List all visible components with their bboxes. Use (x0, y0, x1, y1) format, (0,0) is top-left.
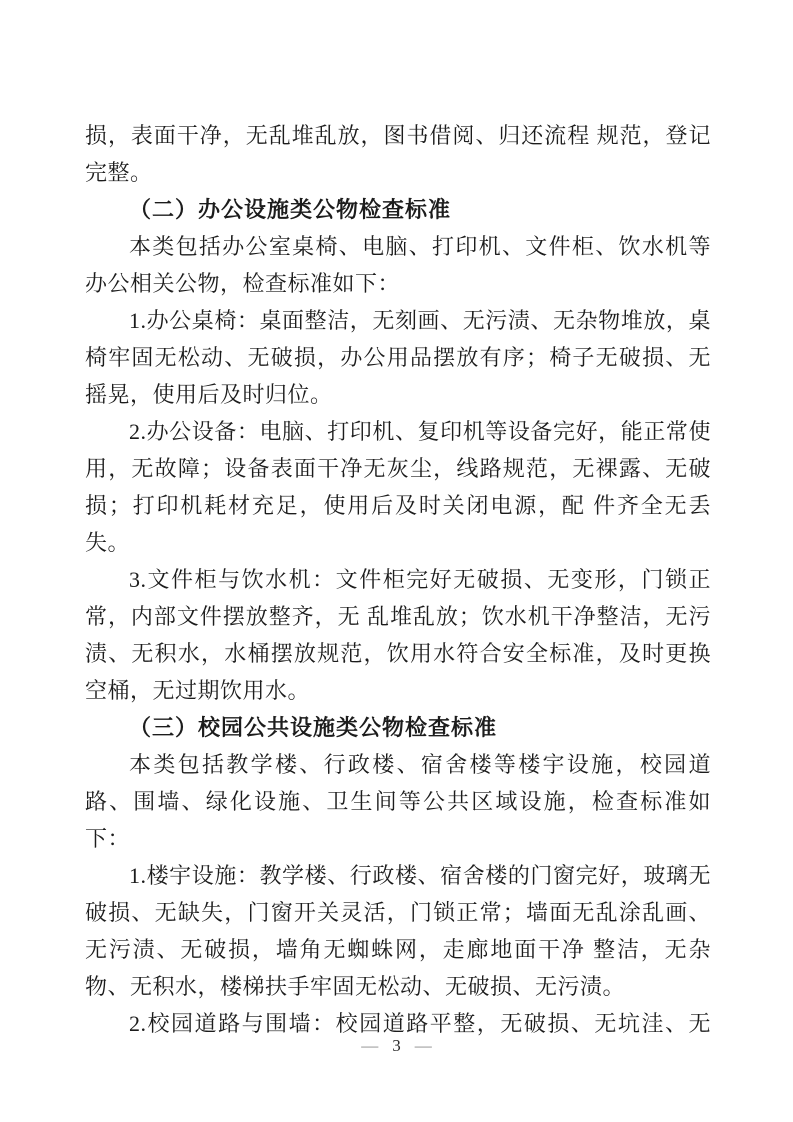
body-paragraph: 本类包括办公室桌椅、电脑、打印机、文件柜、饮水机等办公相关公物，检查标准如下： (85, 234, 711, 296)
section-heading: （三）校园公共设施类公物检查标准 (129, 715, 498, 740)
body-paragraph: 3.文件柜与饮水机：文件柜完好无破损、无变形，门锁正常，内部文件摆放整齐，无 乱堆乱放；饮水机干净整洁，无污渍、无积水，水桶摆放规范，饮用水符合安全标准，及时更换空桶，无过期饮用水。 (85, 567, 711, 703)
page-number: 3 (392, 1036, 401, 1055)
body-paragraph: 1.楼宇设施：教学楼、行政楼、宿舍楼的门窗完好，玻璃无破损、无缺失，门窗开关灵活，门锁正常；墙面无乱涂乱画、无污渍、无破损，墙角无蜘蛛网，走廊地面干净 整洁，无杂物、无积水，楼梯扶手牢固无松动、无破损、无污渍。 (85, 863, 711, 999)
footer-right-dash: — (414, 1036, 432, 1055)
body-paragraph: 2.校园道路与围墙：校园道路平整，无破损、无坑洼、无 (129, 1011, 711, 1036)
footer-left-dash: — (361, 1036, 379, 1055)
body-paragraph: 1.办公桌椅：桌面整洁，无刻画、无污渍、无杂物堆放，桌椅牢固无松动、无破损，办公用品摆放有序；椅子无破损、无摇晃，使用后及时归位。 (85, 308, 711, 407)
body-paragraph: 本类包括教学楼、行政楼、宿舍楼等楼宇设施，校园道路、围墙、绿化设施、卫生间等公共区域设施，检查标准如下： (85, 752, 711, 851)
page-footer (0, 1033, 793, 1059)
document-body (85, 117, 711, 1042)
body-paragraph: 损，表面干净，无乱堆乱放，图书借阅、归还流程 规范，登记完整。 (85, 123, 711, 185)
body-paragraph: 2.办公设备：电脑、打印机、复印机等设备完好，能正常使用，无故障；设备表面干净无灰尘，线路规范，无裸露、无破损；打印机耗材充足，使用后及时关闭电源，配 件齐全无丢失。 (85, 419, 711, 555)
section-heading: （二）办公设施类公物检查标准 (129, 197, 452, 222)
